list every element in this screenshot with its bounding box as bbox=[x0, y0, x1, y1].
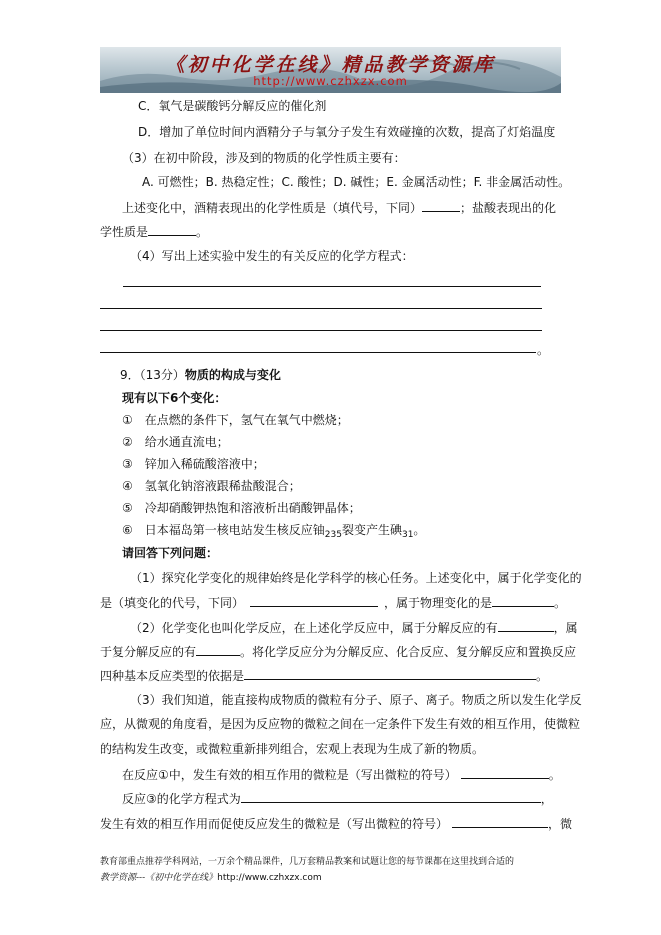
answer-blank[interactable] bbox=[452, 815, 548, 828]
p1-line-a: （1）探究化学变化的规律始终是化学科学的核心任务。上述变化中，属于化学变化的 bbox=[130, 571, 582, 585]
p2-text-c1: 四种基本反应类型的依据是 bbox=[100, 669, 245, 683]
p2-line-a bbox=[130, 619, 578, 636]
item6-text-a: ⑥ 日本福岛第一核电站发生核反应铀 bbox=[122, 523, 325, 537]
uranium-mass-number: 235 bbox=[324, 530, 342, 540]
p2-text-a2: ，属 bbox=[553, 621, 578, 635]
q3-line2-text-b: 。 bbox=[196, 225, 209, 239]
change-item: ⑤ 冷却硝酸钾热饱和溶液析出硝酸钾晶体； bbox=[122, 501, 361, 515]
answer-blank[interactable] bbox=[241, 790, 541, 803]
footer-text: 教学资源---《初中化学在线》 bbox=[100, 873, 218, 883]
p3-text-f1: 发生有效的相互作用而促使反应发生的微粒是（写出微粒的符号） bbox=[100, 817, 449, 831]
answer-prompt: 请回答下列问题： bbox=[122, 546, 219, 560]
p3-text-e1: 反应③的化学方程式为 bbox=[122, 792, 241, 806]
p3-text-d1: 在反应①中，发生有效的相互作用的微粒是（写出微粒的符号） bbox=[122, 768, 457, 782]
answer-blank[interactable] bbox=[148, 223, 196, 236]
q9-title bbox=[120, 367, 281, 383]
footer-url[interactable]: http://www.czhxzx.com bbox=[217, 873, 322, 883]
p2-text-b1: 于复分解反应的有 bbox=[100, 645, 197, 659]
p1-line-b bbox=[100, 594, 566, 611]
p2-line-b bbox=[100, 643, 576, 660]
p3-text-e2: ， bbox=[540, 792, 553, 806]
p1-text-b3: 。 bbox=[554, 596, 567, 610]
answer-blank[interactable] bbox=[196, 643, 240, 656]
answer-blank[interactable] bbox=[250, 594, 378, 607]
answer-line[interactable] bbox=[123, 286, 541, 287]
q3-line1-text-a: 上述变化中，酒精表现出的化学性质是（填代号，下同） bbox=[122, 201, 423, 215]
change-item: ④ 氢氧化钠溶液跟稀盐酸混合； bbox=[122, 479, 301, 493]
p3-line-b: 应，从微观的角度看，是因为反应物的微粒之间在一定条件下发生有效的相互作用，使微粒 bbox=[100, 717, 581, 731]
q3-line2 bbox=[100, 223, 208, 240]
option-c: C．氧气是碳酸钙分解反应的催化剂 bbox=[138, 99, 327, 113]
q4-stem: （4）写出上述实验中发生的有关反应的化学方程式： bbox=[130, 249, 414, 263]
iodine-mass-number: 31 bbox=[401, 530, 414, 540]
header-banner bbox=[100, 47, 561, 93]
q3-line1 bbox=[122, 199, 556, 216]
option-d: D．增加了单位时间内酒精分子与氧分子发生有效碰撞的次数，提高了灯焰温度 bbox=[138, 125, 556, 139]
q9-number: 9．（13分） bbox=[120, 368, 185, 382]
answer-blank[interactable] bbox=[461, 766, 549, 779]
p3-text-d2: 。 bbox=[548, 768, 561, 782]
header-title: 《初中化学在线》精品教学资源库 bbox=[165, 54, 496, 76]
p3-line-d bbox=[122, 766, 561, 783]
header-url[interactable]: http://www.czhxzx.com bbox=[253, 74, 408, 88]
q3-line2-text-a: 学性质是 bbox=[100, 225, 149, 239]
p3-line-a: （3）我们知道，能直接构成物质的微粒有分子、原子、离子。物质之所以发生化学反 bbox=[130, 693, 582, 707]
change-item: ③ 锌加入稀硫酸溶液中； bbox=[122, 457, 265, 471]
answer-blank[interactable] bbox=[244, 667, 536, 680]
q9-intro: 现有以下6个变化： bbox=[122, 391, 227, 405]
p1-text-b2: ，属于物理变化的是 bbox=[384, 596, 493, 610]
answer-line[interactable] bbox=[100, 308, 542, 309]
q3-line1-text-b: ；盐酸表现出的化 bbox=[460, 201, 557, 215]
p2-text-a1: （2）化学变化也叫化学反应，在上述化学反应中，属于分解反应的有 bbox=[130, 621, 498, 635]
footer-line-2 bbox=[100, 870, 322, 883]
p3-line-c: 的结构发生改变，或微粒重新排列组合，宏观上表现为生成了新的物质。 bbox=[100, 742, 485, 756]
q3-stem: （3）在初中阶段，涉及到的物质的化学性质主要有： bbox=[122, 151, 406, 165]
p3-line-e bbox=[122, 790, 553, 807]
change-item: ① 在点燃的条件下，氢气在氧气中燃烧； bbox=[122, 413, 349, 427]
q4-end: 。 bbox=[537, 343, 550, 357]
p2-line-c bbox=[100, 667, 548, 684]
answer-blank[interactable] bbox=[492, 594, 554, 607]
p3-line-f bbox=[100, 815, 572, 832]
p3-text-f2: ，微 bbox=[548, 817, 573, 831]
footer-line-1: 教育部重点推荐学科网站，一万余个精品课件，几万套精品教案和试题让您的每节课都在这里找到合适的 bbox=[100, 857, 515, 867]
p2-text-c2: 。 bbox=[536, 669, 549, 683]
answer-line[interactable] bbox=[100, 352, 536, 353]
item6-text-b: 裂变产生碘 bbox=[341, 523, 402, 537]
answer-blank[interactable] bbox=[498, 619, 554, 632]
answer-blank[interactable] bbox=[422, 199, 460, 212]
answer-line[interactable] bbox=[100, 330, 542, 331]
item6-text-c: 。 bbox=[413, 523, 426, 537]
change-item-6 bbox=[122, 522, 425, 540]
q9-title-text: 物质的构成与变化 bbox=[184, 368, 281, 382]
p2-text-b2: 。将化学反应分为分解反应、化合反应、复分解反应和置换反应 bbox=[240, 645, 577, 659]
p1-text-b1: 是（填变化的代号，下同） bbox=[100, 596, 245, 610]
q3-choices: A. 可燃性；B. 热稳定性；C. 酸性；D. 碱性；E. 金属活动性；F. 非金属活动性。 bbox=[142, 175, 571, 189]
change-item: ② 给水通直流电； bbox=[122, 435, 229, 449]
